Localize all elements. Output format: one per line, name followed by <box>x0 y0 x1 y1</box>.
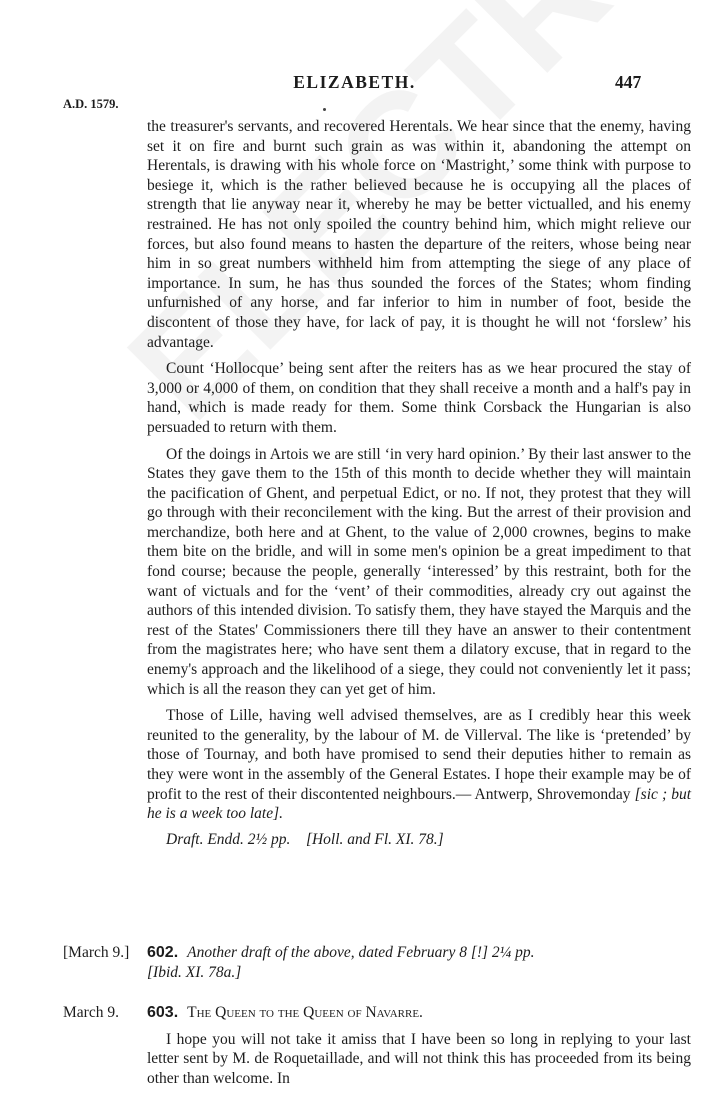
endorsement-reference: [Holl. and Fl. XI. 78.] <box>305 830 444 848</box>
letter-body <box>147 117 691 849</box>
entry-date: March 9. <box>63 1004 119 1021</box>
entry-text <box>147 1003 691 1088</box>
entry-number: 602. <box>147 944 179 961</box>
entry-text <box>147 943 691 982</box>
paragraph: the treasurer's servants, and recovered Herentals. We hear since that the enemy, having set it on fire and burnt such grain as was within it, abandoning the attempt on Herentals, is drawing with his whole force on ‘Mastright,’ some think with purpose to besiege it, which is the rather believed because he is occupying all the places of strength that lie anyway near it, whereby he may be better victualled, and his enemy restrained. He has not only spoiled the country behind him, which might relieve our forces, but also found means to hasten the departure of the reiters, whose being near him in so great numbers withheld him from attempting the siege of any place of importance. In sum, he has thus sounded the forces of the States; whom finding unfurnished of any horse, and far inferior to him in number of foot, beside the discontent of those they have, for lack of pay, it is thought he will not ‘forslew’ his advantage. <box>147 118 691 351</box>
paragraph: Count ‘Hollocque’ being sent after the reiters has as we hear procured the stay of 3,000 or 4,000 of them, on condition that they shall receive a month and a half's pay in hand, which is made ready for them. Some think Corsback the Hungarian is also persuaded to return with them. <box>147 360 691 436</box>
entry-reference: [Ibid. XI. 78a.] <box>147 963 242 981</box>
endorsement-text: Draft. Endd. 2½ pp. <box>166 830 291 848</box>
running-title: ELIZABETH. <box>293 72 416 92</box>
editorial-note: [sic ; but he is a week too late]. <box>147 785 692 823</box>
paragraph <box>147 706 691 824</box>
entry-number: 603. <box>147 1004 179 1021</box>
year-marker: A.D. 1579. <box>63 97 119 111</box>
entry-body: I hope you will not take it amiss that I have been so long in replying to your last letter sent by M. de Roquetaillade, and will not think this has proceeded from its being other than welcome. In <box>147 1030 691 1087</box>
ink-speck <box>323 108 326 111</box>
endorsement <box>147 830 691 850</box>
entry-heading: The Queen to the Queen of Navarre. <box>187 1004 423 1021</box>
paragraph: Of the doings in Artois we are still ‘in very hard opinion.’ By their last answer to the States they gave them to the 15th of this month to decide whether they will maintain the pacification of Ghent, and perpetual Edict, or no. If not, they protest that they will go through with their reconcilement with the king. But the arrest of their provision and merchandize, both here and at Ghent, to the value of 2,000 crownes, begins to make them bite on the bridle, and will in some men's opinion be a great impediment to that fond course; because the people, generally ‘interessed’ by this restraint, both for the want of victuals and for the ‘vent’ of their commodities, already cry out against the authors of this intended division. To satisfy them, they have stayed the Marquis and the rest of the States' Commissioners there till they have an answer to their contentment from the magistrates here; who have sent them a dilatory excuse, that in regard to the enemy's approach and the likelihood of a siege, they could not conveniently let it pass; which is all the reason they can yet get of him. <box>147 445 691 698</box>
entry-date: [March 9.] <box>63 944 130 961</box>
entry-description: Another draft of the above, dated February 8 [!] 2¼ pp. <box>187 944 535 961</box>
paragraph-text: Those of Lille, having well advised themselves, are as I credibly hear this week reunited to the generality, by the labour of M. de Villerval. The like is ‘pretended’ by those of Tournay, and both have promised to send their deputies hither to remain as they were wont in the assembly of the General Estates. I hope their example may be of profit to the rest of their discontented neighbours.— Antwerp, Shrovemonday <box>147 707 691 803</box>
page-number: 447 <box>615 72 642 92</box>
